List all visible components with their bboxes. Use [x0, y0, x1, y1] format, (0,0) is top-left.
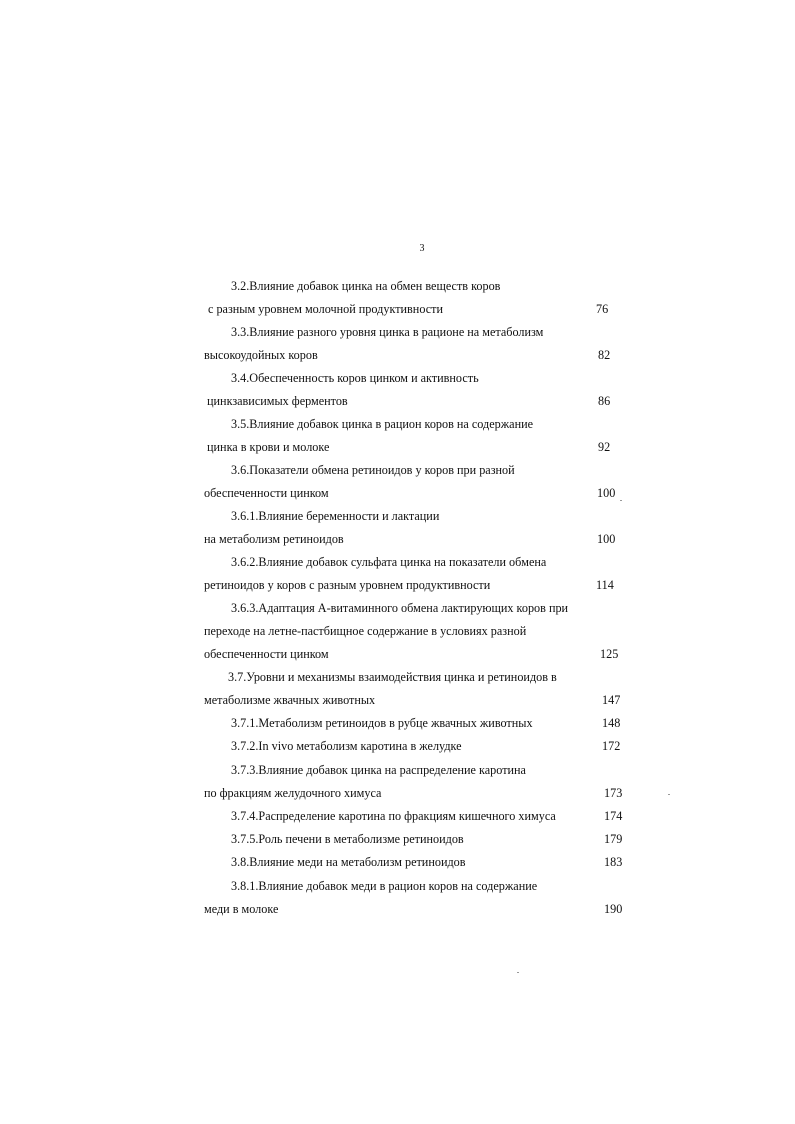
toc-entry: высокоудойных коров — [204, 348, 318, 362]
toc-entry: на метаболизм ретиноидов — [204, 532, 344, 546]
toc-page-number: 100 — [597, 486, 616, 500]
toc-entry: по фракциям желудочного химуса — [204, 786, 382, 800]
toc-entry: 3.7.Уровни и механизмы взаимодействия цинка и ретиноидов в — [228, 670, 557, 684]
scan-speck — [517, 972, 519, 973]
toc-entry: 3.8.1.Влияние добавок меди в рацион коров на содержание — [231, 879, 538, 893]
toc-page-number: 174 — [604, 809, 623, 823]
toc-entry: 3.4.Обеспеченность коров цинком и активность — [231, 371, 479, 385]
toc-page-number: 100 — [597, 532, 616, 546]
toc-entry: метаболизме жвачных животных — [204, 693, 376, 707]
toc-page-number: 179 — [604, 832, 623, 846]
toc-entry: меди в молоке — [204, 902, 279, 916]
scan-speck — [668, 794, 670, 795]
toc-entry: цинкзависимых ферментов — [207, 394, 348, 408]
toc-entry: 3.5.Влияние добавок цинка в рацион коров на содержание — [231, 417, 534, 431]
toc-entry: обеспеченности цинком — [204, 647, 329, 661]
toc-entry: обеспеченности цинком — [204, 486, 329, 500]
toc-entry: переходе на летне-пастбищное содержание в условиях разной — [204, 624, 527, 638]
toc-entry: 3.3.Влияние разного уровня цинка в рационе на метаболизм — [231, 325, 544, 339]
toc-page-number: 92 — [598, 440, 611, 454]
toc-page-number: 76 — [596, 302, 609, 316]
toc-page-number: 125 — [600, 647, 619, 661]
toc-entry: 3.7.5.Роль печени в метаболизме ретиноидов — [231, 832, 464, 846]
toc-entry: ретиноидов у коров с разным уровнем продуктивности — [204, 578, 491, 592]
toc-page-number: 183 — [604, 855, 623, 869]
toc-page-number: 147 — [602, 693, 621, 707]
toc-entry: 3.6.3.Адаптация А-витаминного обмена лактирующих коров при — [231, 601, 569, 615]
toc-page-number: 114 — [596, 578, 614, 592]
toc-page-number: 190 — [604, 902, 623, 916]
toc-entry: 3.7.2.In vivo метаболизм каротина в желудке — [231, 739, 462, 753]
toc-entry: 3.6.2.Влияние добавок сульфата цинка на показатели обмена — [231, 555, 547, 569]
toc-entry: с разным уровнем молочной продуктивности — [208, 302, 443, 316]
toc-entry: 3.6.Показатели обмена ретиноидов у коров при разной — [231, 463, 515, 477]
toc-page-number: 172 — [602, 739, 621, 753]
toc-page-number: 173 — [604, 786, 623, 800]
toc-entry: 3.6.1.Влияние беременности и лактации — [231, 509, 440, 523]
toc-page-number: 86 — [598, 394, 611, 408]
toc-page-number: 148 — [602, 716, 621, 730]
toc-entry: 3.7.4.Распределение каротина по фракциям кишечного химуса — [231, 809, 556, 823]
toc-entry: 3.8.Влияние меди на метаболизм ретиноидов — [231, 855, 466, 869]
scan-speck — [620, 500, 622, 501]
toc-entry: 3.7.1.Метаболизм ретиноидов в рубце жвачных животных — [231, 716, 533, 730]
toc-entry: цинка в крови и молоке — [207, 440, 330, 454]
page-number: 3 — [419, 243, 425, 254]
toc-entry: 3.7.3.Влияние добавок цинка на распределение каротина — [231, 763, 526, 777]
toc-page-number: 82 — [598, 348, 611, 362]
toc-entry: 3.2.Влияние добавок цинка на обмен веществ коров — [231, 279, 501, 293]
